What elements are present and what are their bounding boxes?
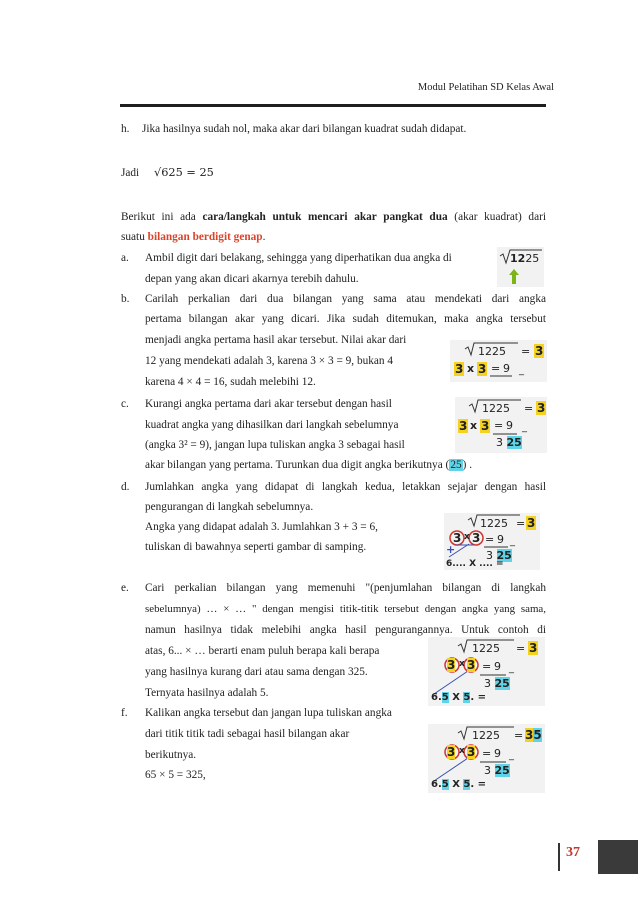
fig-a-radicand [510,252,539,265]
page-corner-block [598,840,638,874]
step-e-line-3: namun hasilnya tidak melebihi angka hasil pengurangannya. Untuk contoh di [145,624,546,636]
conclusion-word: Jadi [121,167,140,179]
fig-e-rem-hl: 25 [494,677,510,690]
fig-a-radicand-rest: 25 [525,252,540,265]
fig-e-bottom [431,692,486,703]
step-f-line-1: Kalikan angka tersebut dan jangan lupa tuliskan angka [145,707,392,719]
fig-b-radicand: 1225 [478,345,506,358]
fig-d-equals: = [516,517,526,530]
step-b-line-5: karena 4 × 4 = 16, sudah melebihi 12. [145,376,316,388]
figure-step-c [455,397,547,453]
fig-d-bottom: 6.... X .... = [446,559,504,569]
step-d-line-2: pengurangan di langkah sebelumnya. [145,501,314,513]
fig-d-radicand: 1225 [480,517,508,530]
fig-e-bottom-hl1: 5 [441,692,449,703]
fig-c-radicand: 1225 [482,402,510,415]
intro-text-2: suatu [121,231,148,243]
fig-f-bottom-six: 6. [431,779,442,790]
step-d-line-1: Jumlahkan angka yang didapat di langkah kedua, letakkan sejajar dengan hasil [145,481,546,493]
fig-e-factor-a: 3 [447,658,456,672]
page-number: 37 [566,845,580,860]
fig-e-bottom-eq: . = [470,692,487,703]
fig-f-factor-b: 3 [467,745,476,759]
intro-period: . [262,231,266,243]
step-e-line-4: atas, 6... × … berarti enam puluh berapa kali berapa [145,645,380,657]
fig-e-minus: _ [509,663,514,674]
fig-f-minus: _ [509,750,514,761]
step-f-label: f. [121,707,128,719]
step-f-line-4: 65 × 5 = 325, [145,769,206,781]
fig-f-rem-prefix: 3 [484,764,491,777]
fig-e-rem-prefix: 3 [484,677,491,690]
step-c-line-2: kuadrat angka yang dihasilkan dari langkah sebelumnya [145,419,399,431]
figure-step-f [428,724,545,793]
fig-c-factor-a: 3 [459,419,468,433]
step-h-text: Jika hasilnya sudah nol, maka akar dari bilangan kuadrat sudah didapat. [142,123,467,135]
step-c-line-1: Kurangi angka pertama dari akar tersebut dengan hasil [145,398,392,410]
step-d-line-3: Angka yang didapat adalah 3. Jumlahkan 3 + 3 = 6, [145,521,378,533]
step-b-line-3: menjadi angka pertama hasil akar tersebut. Nilai akar dari [145,334,407,346]
running-header: Modul Pelatihan SD Kelas Awal [417,82,554,93]
fig-b-times: x [467,362,475,375]
fig-d-minus: _ [510,536,515,547]
fig-f-rem-hl: 25 [494,764,510,777]
step-b-label: b. [121,293,130,305]
intro-bold-phrase: cara/langkah untuk mencari akar pangkat dua [202,211,448,223]
intro-text-end: (akar kuadrat) dari [447,211,547,223]
fig-f-equals: = [514,729,524,742]
intro-highlight-phrase: bilangan berdigit genap [147,231,263,243]
step-e-label: e. [121,582,129,594]
step-c-line-3: (angka 3² = 9), jangan lupa tuliskan angka 3 sebagai hasil [145,439,405,451]
step-h-label: h. [121,123,130,135]
step-c-line-4 [145,458,472,472]
fig-e-equals2: = [482,660,492,673]
fig-f-factor-a: 3 [447,745,456,759]
fig-d-rem-hl: 25 [496,549,512,562]
fig-f-bottom-hl1: 5 [441,779,449,790]
fig-e-times: x [459,659,465,669]
figure-step-b [450,340,547,382]
fig-f-radicand: 1225 [472,729,500,742]
fig-f-square: 9 [494,747,501,760]
step-a-line-1: Ambil digit dari belakang, sehingga yang diperhatikan dua angka di [145,252,452,264]
figure-step-d [444,513,540,570]
conclusion-expression: √625 = 25 [154,166,214,179]
step-a-label: a. [121,252,129,264]
fig-e-root: 3 [529,641,538,655]
fig-b-factor-a: 3 [455,362,464,376]
fig-f-bottom [431,779,486,790]
fig-e-bottom-x: X [448,692,464,703]
fig-b-root: 3 [535,344,544,358]
fig-d-factor-b: 3 [472,531,481,545]
step-c-label: c. [121,398,129,410]
fig-a-radicand-first: 12 [510,252,526,265]
step-b-line-1: Carilah perkalian dari dua bilangan yang sama atau mendekati dari angka [145,293,546,305]
fig-c-equals2: = [494,419,504,432]
step-f-line-2: dari titik titik tadi sebagai hasil bilangan akar [145,728,350,740]
fig-f-remainder [484,764,510,777]
intro-line-1 [121,210,546,224]
fig-d-root: 3 [527,516,536,530]
fig-d-rem-prefix: 3 [486,549,493,562]
fig-e-square: 9 [494,660,501,673]
step-f-line-3: berikutnya. [145,749,197,761]
page-number-divider [558,843,560,871]
step-a-line-2: depan yang akan dicari akarnya terebih dahulu. [145,273,359,285]
step-c-line-4-end: ) . [462,459,473,471]
fig-e-bottom-six: 6. [431,692,442,703]
figure-step-a [497,247,544,287]
fig-d-square: 9 [497,533,504,546]
fig-c-square: 9 [506,419,513,432]
figure-step-e [428,637,545,706]
header-rule [120,104,546,107]
step-e-line-2: sebelumnya) … × … " dengan mengisi titik-titik tersebut dengan angka yang sama, [145,603,546,615]
fig-f-times: x [459,746,465,756]
fig-d-equals2: = [485,533,495,546]
fig-b-equals: = [521,345,531,358]
fig-f-bottom-eq: . = [470,779,487,790]
fig-c-rem-hl: 25 [506,436,522,449]
fig-b-minus: _ [519,365,524,376]
fig-c-rem-prefix: 3 [496,436,503,449]
step-e-line-5: yang hasilnya kurang dari atau sama dengan 325. [145,666,368,678]
step-b-line-4: 12 yang mendekati adalah 3, karena 3 × 3 = 9, bukan 4 [145,355,394,367]
fig-f-root: 3 [525,728,534,742]
fig-d-factor-a: 3 [453,531,462,545]
fig-d-times: x [464,532,470,542]
fig-c-equals: = [524,402,534,415]
fig-c-factor-b: 3 [481,419,490,433]
conclusion [121,166,214,180]
fig-f-bottom-hl2: 5 [463,779,471,790]
fig-e-radicand: 1225 [472,642,500,655]
fig-e-factor-b: 3 [467,658,476,672]
step-b-line-2: pertama bilangan akar yang dicari. Jika sudah ditemukan, maka angka tersebut [145,313,546,325]
fig-c-root: 3 [537,401,546,415]
fig-d-plus: + [446,543,456,556]
intro-text: Berikut ini ada [121,211,203,223]
fig-e-equals: = [516,642,526,655]
fig-b-equals2: = [491,362,501,375]
fig-f-bottom-x: X [448,779,464,790]
step-c-highlight-25: 25 [450,459,462,471]
step-e-line-6: Ternyata hasilnya adalah 5. [145,687,269,699]
fig-e-bottom-hl2: 5 [463,692,471,703]
fig-f-root-hl: 5 [533,728,542,742]
step-d-label: d. [121,481,130,493]
fig-c-minus: _ [522,422,527,433]
intro-line-2 [121,230,265,244]
fig-e-remainder [484,677,510,690]
fig-b-factor-b: 3 [478,362,487,376]
fig-b-square: 9 [503,362,510,375]
step-c-line-4-text: akar bilangan yang pertama. Turunkan dua digit angka berikutnya ( [145,459,450,471]
fig-f-equals2: = [482,747,492,760]
step-d-line-4: tuliskan di bawahnya seperti gambar di samping. [145,541,367,553]
fig-f-root-group [525,728,542,742]
step-e-line-1: Cari perkalian bilangan yang memenuhi "(penjumlahan bilangan di langkah [145,582,546,594]
fig-c-times: x [470,419,478,432]
fig-c-remainder [496,436,522,449]
